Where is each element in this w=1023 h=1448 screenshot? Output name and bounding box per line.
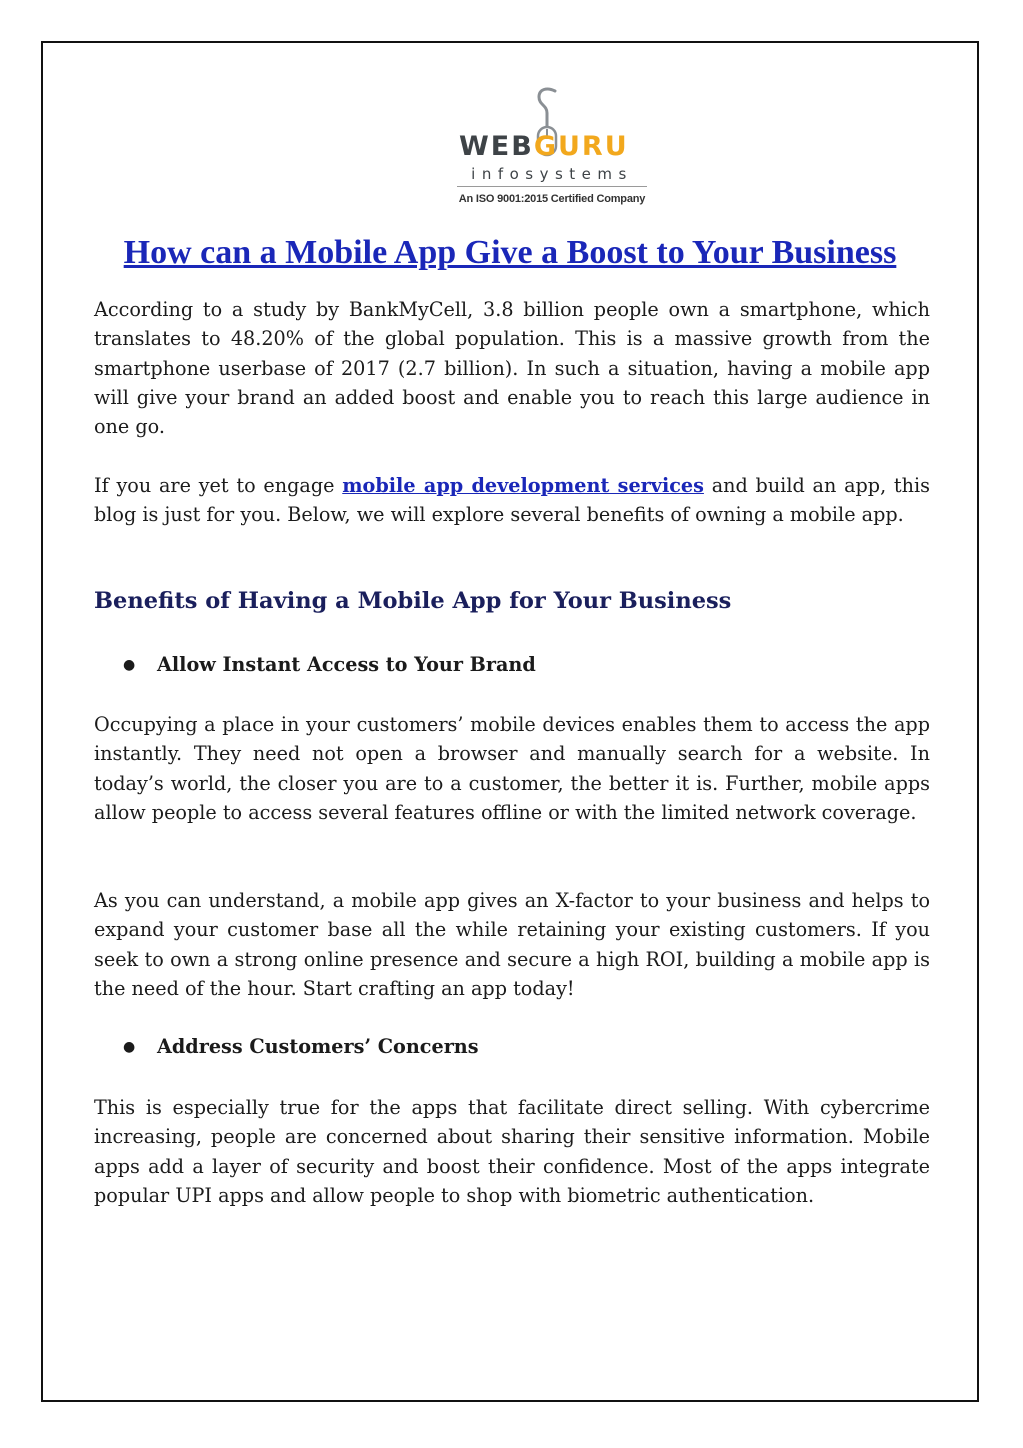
- logo-tagline: An ISO 9001:2015 Certified Company: [458, 193, 646, 205]
- bullet-icon: ●: [123, 1039, 136, 1055]
- logo-word-web: WEB: [459, 131, 534, 162]
- benefit-title-2-text: Address Customers’ Concerns: [157, 1035, 479, 1058]
- engage-text-before: If you are yet to engage: [94, 474, 343, 497]
- logo-subtitle: infosystems: [471, 165, 633, 183]
- benefit-2-paragraph-1: This is especially true for the apps that facilitate direct selling. With cybercrime increasing, people are concerned about sharing their sensitive information. Mobile apps add a layer of security and boost their confidence. Most of the apps integrate popular UPI apps and allow people to shop with biometric authentication.: [94, 1096, 930, 1207]
- benefit-title-1: [123, 653, 536, 676]
- article-title: How can a Mobile App Give a Boost to Your Business: [123, 234, 897, 271]
- logo-wordmark: [459, 133, 629, 160]
- section-heading: Benefits of Having a Mobile App for Your Business: [94, 588, 732, 614]
- logo-divider: [457, 186, 647, 187]
- logo-word-guru: GURU: [533, 131, 629, 162]
- mobile-app-development-link[interactable]: mobile app development services: [342, 474, 704, 497]
- page-frame: [41, 41, 979, 1402]
- benefit-title-2: [123, 1035, 479, 1058]
- intro-paragraph: According to a study by BankMyCell, 3.8 billion people own a smartphone, which translates to 48.20% of the global population. This is a massive growth from the smartphone userbase of 2017 (2.7 billion). In such a situation, having a mobile app will give your brand an added boost and enable you to reach this large audience in one go.: [94, 298, 930, 439]
- company-logo: [415, 87, 655, 209]
- benefit-1-paragraph-1: Occupying a place in your customers’ mobile devices enables them to access the app instantly. They need not open a browser and manually search for a website. In today’s world, the closer you are to a customer, the better it is. Further, mobile apps allow people to access several features offline or with the limited network coverage.: [94, 713, 930, 824]
- engage-text-after: and build an app, this blog is just for you. Below, we will explore several benefits of owning a mobile app.: [94, 474, 930, 527]
- benefit-title-1-text: Allow Instant Access to Your Brand: [157, 653, 536, 676]
- bullet-icon: ●: [123, 657, 136, 673]
- benefit-1-paragraph-2: As you can understand, a mobile app gives an X-factor to your business and helps to expand your customer base all the while retaining your existing customers. If you seek to own a strong online presence and secure a high ROI, building a mobile app is the need of the hour. Start crafting an app today!: [94, 889, 930, 1000]
- engage-paragraph: [94, 471, 930, 530]
